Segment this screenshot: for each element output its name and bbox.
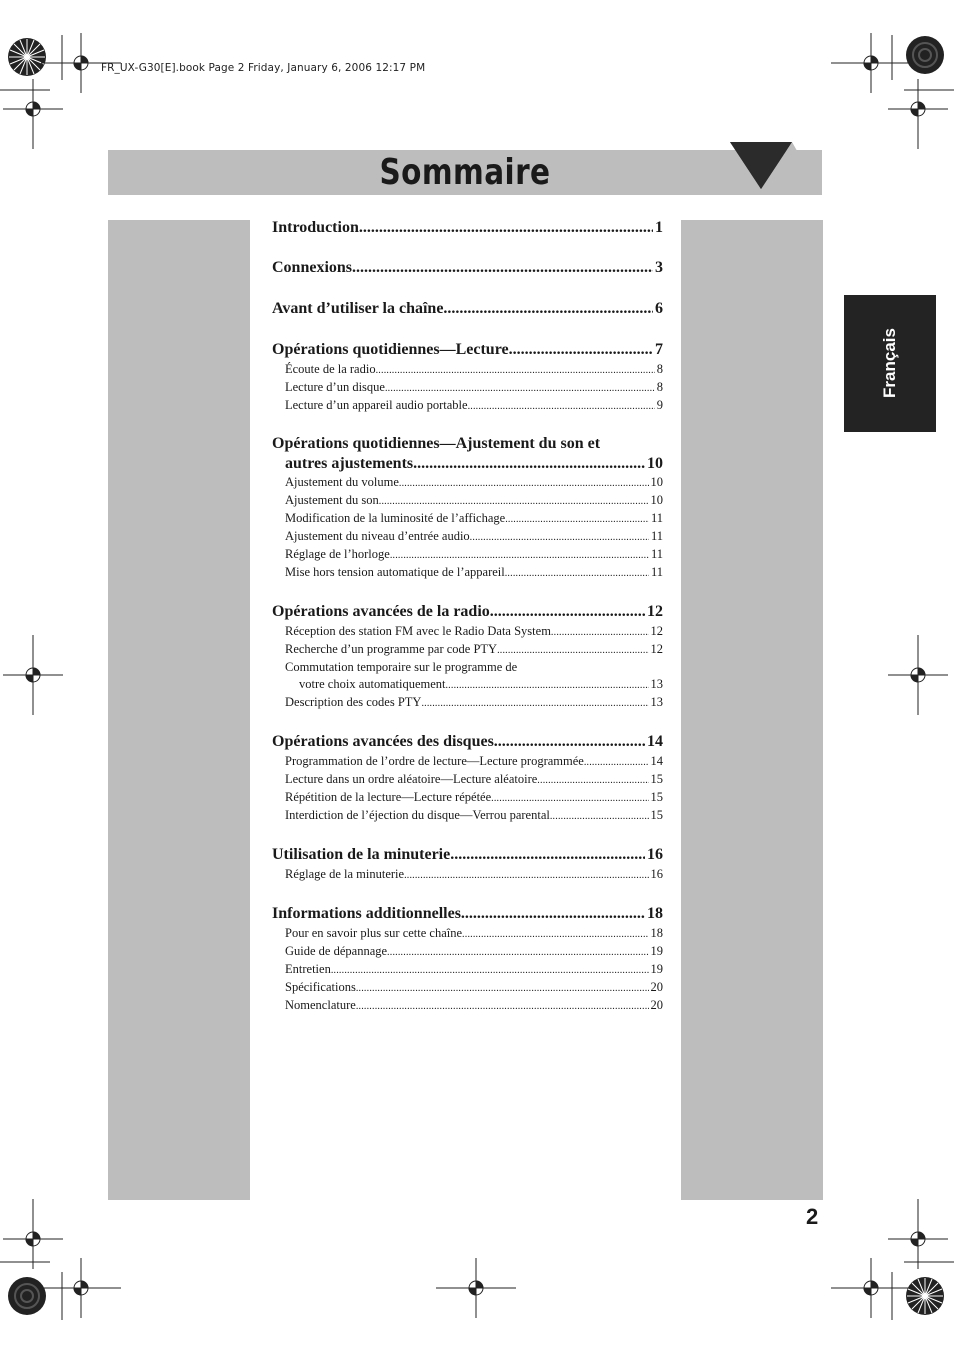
table-of-contents xyxy=(272,218,663,1034)
toc-entry[interactable]: Ajustement du son ..... 10 xyxy=(272,492,663,510)
toc-entry[interactable]: Réception des station FM avec le Radio Data System ..... 12 xyxy=(272,623,663,641)
toc-entry[interactable]: Mise hors tension automatique de l’appareil ..... 11 xyxy=(272,564,663,582)
toc-entry[interactable]: Lecture dans un ordre aléatoire—Lecture aléatoire ..... 15 xyxy=(272,771,663,789)
toc-heading[interactable]: Avant d’utiliser la chaîne ..... 6 xyxy=(272,298,663,320)
toc-heading[interactable]: Opérations quotidiennes—Lecture ..... 7 xyxy=(272,339,663,361)
toc-section xyxy=(272,339,663,415)
toc-heading[interactable]: Introduction ..... 1 xyxy=(272,218,663,238)
toc-section xyxy=(272,731,663,825)
toc-entry[interactable]: Réglage de la minuterie ..... 16 xyxy=(272,866,663,884)
toc-section xyxy=(272,844,663,884)
toc-heading[interactable]: Informations additionnelles ..... 18 xyxy=(272,903,663,925)
toc-entry[interactable]: votre choix automatiquement ..... 13 xyxy=(272,676,663,694)
corner-sunburst-bottom-left xyxy=(8,1277,46,1315)
toc-section xyxy=(272,218,663,238)
corner-sunburst-top-left xyxy=(8,38,46,76)
toc-heading[interactable]: autres ajustements ..... 10 xyxy=(272,454,663,474)
toc-entry[interactable]: Spécifications ..... 20 xyxy=(272,979,663,997)
toc-entry[interactable]: Entretien ..... 19 xyxy=(272,961,663,979)
toc-entry[interactable]: Guide de dépannage ..... 19 xyxy=(272,943,663,961)
toc-entry[interactable]: Nomenclature ..... 20 xyxy=(272,997,663,1015)
left-gray-column xyxy=(108,220,250,1200)
right-gray-column xyxy=(681,220,823,1200)
page-title: Sommaire xyxy=(379,152,551,193)
toc-heading[interactable]: Opérations avancées des disques ..... 14 xyxy=(272,731,663,753)
toc-heading[interactable]: Connexions ..... 3 xyxy=(272,257,663,279)
toc-section xyxy=(272,257,663,279)
toc-entry[interactable]: Programmation de l’ordre de lecture—Lecture programmée ..... 14 xyxy=(272,753,663,771)
toc-entry[interactable]: Recherche d’un programme par code PTY ..... 12 xyxy=(272,641,663,659)
page-number: 2 xyxy=(806,1204,819,1229)
toc-entry[interactable]: Description des codes PTY ..... 13 xyxy=(272,694,663,712)
toc-entry-line1[interactable]: Commutation temporaire sur le programme de xyxy=(285,660,518,674)
toc-heading[interactable]: Opérations avancées de la radio ..... 12 xyxy=(272,601,663,623)
toc-entry[interactable]: Ajustement du volume ..... 10 xyxy=(272,474,663,492)
toc-entry[interactable]: Modification de la luminosité de l’affichage ..... 11 xyxy=(272,510,663,528)
corner-sunburst-bottom-right xyxy=(906,1277,944,1315)
toc-entry[interactable]: Ajustement du niveau d’entrée audio ..... 11 xyxy=(272,528,663,546)
toc-entry[interactable]: Lecture d’un disque ..... 8 xyxy=(272,379,663,397)
toc-entry[interactable]: Pour en savoir plus sur cette chaîne ..... 18 xyxy=(272,925,663,943)
toc-entry[interactable]: Interdiction de l’éjection du disque—Verrou parental ..... 15 xyxy=(272,807,663,825)
language-tab-label: Français xyxy=(880,328,899,398)
toc-section xyxy=(272,601,663,712)
language-tab xyxy=(844,295,936,432)
toc-heading-line1[interactable]: Opérations quotidiennes—Ajustement du son et xyxy=(272,435,601,452)
toc-entry[interactable]: Réglage de l’horloge ..... 11 xyxy=(272,546,663,564)
toc-heading[interactable]: Utilisation de la minuterie ..... 16 xyxy=(272,844,663,866)
corner-sunburst-top-right xyxy=(906,36,944,74)
toc-entry[interactable]: Lecture d’un appareil audio portable ..... 9 xyxy=(272,397,663,415)
toc-section xyxy=(272,903,663,1015)
toc-entry[interactable]: Répétition de la lecture—Lecture répétée ..... 15 xyxy=(272,789,663,807)
file-header-note: FR_UX-G30[E].book Page 2 Friday, January 6, 2006 12:17 PM xyxy=(101,62,426,74)
toc-section xyxy=(272,434,663,582)
toc-section xyxy=(272,298,663,320)
toc-entry[interactable]: Écoute de la radio ..... 8 xyxy=(272,361,663,379)
